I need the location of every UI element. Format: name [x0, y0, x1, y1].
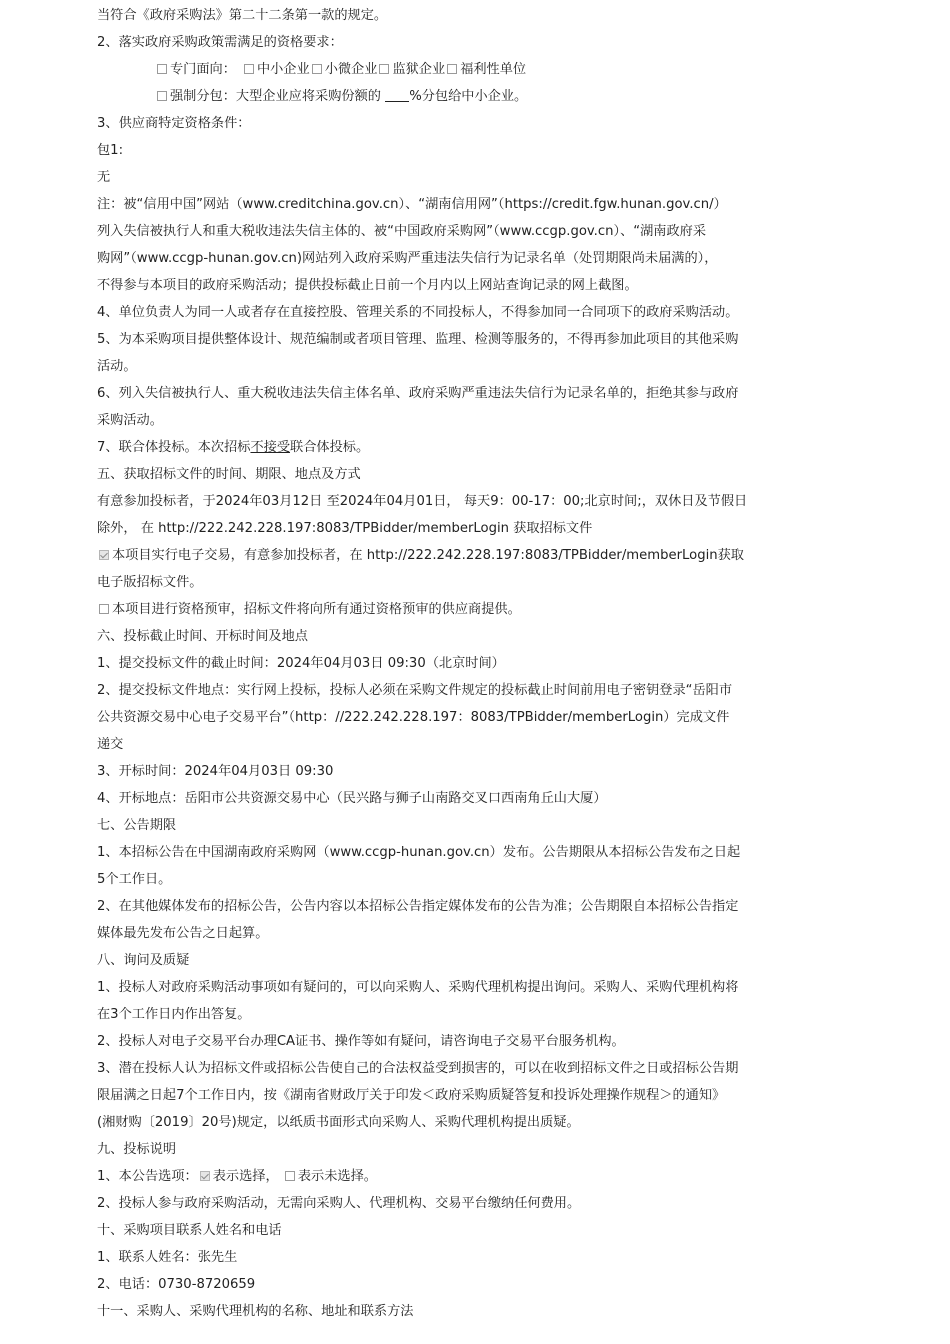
section-heading: 十、采购项目联系人姓名和电话: [97, 1223, 282, 1238]
subcontract-checkbox: [157, 91, 167, 101]
text-line: 2、落实政府采购政策需满足的资格要求：: [97, 35, 343, 50]
text-line: 5个工作日。: [97, 872, 172, 887]
section-heading: 五、获取招标文件的时间、期限、地点及方式: [97, 467, 361, 482]
text-line: 包1:: [97, 143, 124, 158]
consortium-not-accepted: 不接受: [250, 440, 291, 455]
text-line: 不得参与本项目的政府采购活动；提供投标截止日前一个月内以上网站查询记录的网上截图。: [97, 278, 638, 293]
sme-label: 中小企业: [256, 62, 310, 77]
micro-label: 小微企业: [324, 62, 378, 77]
section-heading: 七、公告期限: [97, 818, 177, 833]
text-line: 2、提交投标文件地点：实行网上投标，投标人必须在采购文件规定的投标截止时间前用电子密钥登录“岳阳市: [97, 683, 733, 698]
text-line: 采购活动。: [97, 413, 163, 428]
section-heading: 八、询问及质疑: [97, 953, 190, 968]
text-line: 1、本招标公告在中国湖南政府采购网（www.ccgp-hunan.gov.cn）发布。公告期限从本招标公告发布之日起: [97, 845, 741, 860]
text-line: 购网”（www.ccgp-hunan.gov.cn)网站列入政府采购严重违法失信行为记录名单（处罚期限尚未届满的），: [97, 251, 718, 266]
text-line: 5、为本采购项目提供整体设计、规范编制或者项目管理、监理、检测等服务的，不得再参加此项目的其他采购: [97, 332, 739, 347]
subcontract-label: 强制分包：大型企业应将采购份额的: [170, 89, 381, 104]
legend-checked-checkbox: [200, 1171, 210, 1181]
legend-unchecked-checkbox: [285, 1171, 295, 1181]
prequalification-checkbox: [99, 604, 109, 614]
text-line: 无: [97, 170, 111, 185]
dedicated-label: 专门面向：: [170, 62, 236, 77]
blank-underline: [385, 89, 409, 102]
text-line: 注：被“信用中国”网站（www.creditchina.gov.cn）、“湖南信用网”（https://credit.fgw.hunan.gov.cn/）: [97, 197, 727, 212]
electronic-trade-line: [97, 542, 767, 569]
document-body: [97, 2, 767, 1325]
prequalification-text: 本项目进行资格预审，招标文件将向所有通过资格预审的供应商提供。: [112, 602, 521, 617]
contact-phone: 2、电话：0730-8720659: [97, 1277, 256, 1292]
text-line: 限届满之日起7个工作日内，按《湖南省财政厅关于印发＜政府采购质疑答复和投诉处理操作规程＞的通知》: [97, 1088, 726, 1103]
prequalification-line: [97, 596, 767, 623]
policy-options-row: [97, 56, 767, 83]
section-heading: 六、投标截止时间、开标时间及地点: [97, 629, 308, 644]
text-line: 活动。: [97, 359, 137, 374]
consortium-prefix: 7、联合体投标。本次招标: [97, 440, 251, 455]
prison-label: 监狱企业: [392, 62, 446, 77]
text-line: 3、供应商特定资格条件：: [97, 116, 251, 131]
legend-checked-text: 表示选择，: [212, 1169, 279, 1184]
text-line: 2、投标人参与政府采购活动，无需向采购人、代理机构、交易平台缴纳任何费用。: [97, 1196, 581, 1211]
section-heading: 九、投标说明: [97, 1142, 177, 1157]
legend-prefix: 1、本公告选项：: [97, 1169, 198, 1184]
text-line: 电子版招标文件。: [97, 575, 203, 590]
text-line: 3、开标时间：2024年04月03日 09:30: [97, 764, 334, 779]
text-line: 公共资源交易中心电子交易平台”（http：//222.242.228.197：8083/TPBidder/memberLogin）完成文件: [97, 710, 730, 725]
section-heading: 十一、采购人、采购代理机构的名称、地址和联系方法: [97, 1304, 414, 1319]
text-line: 4、单位负责人为同一人或者存在直接控股、管理关系的不同投标人，不得参加同一合同项下的政府采购活动。: [97, 305, 739, 320]
text-line: 1、投标人对政府采购活动事项如有疑问的，可以向采购人、采购代理机构提出询问。采购人、采购代理机构将: [97, 980, 739, 995]
legend-unchecked-text: 表示未选择。: [297, 1169, 377, 1184]
subcontract-suffix: %分包给中小企业。: [409, 89, 528, 104]
text-line: 2、在其他媒体发布的招标公告，公告内容以本招标公告指定媒体发布的公告为准；公告期限自本招标公告指定: [97, 899, 739, 914]
text-line: 除外， 在 http://222.242.228.197:8083/TPBidder/memberLogin 获取招标文件: [97, 521, 593, 536]
consortium-line: [97, 434, 767, 461]
text-line: 1、提交投标文件的截止时间：2024年04月03日 09:30（北京时间）: [97, 656, 505, 671]
subcontract-row: [97, 83, 767, 110]
text-line: 在3个工作日内作出答复。: [97, 1007, 251, 1022]
welfare-checkbox: [447, 64, 457, 74]
text-line: 当符合《政府采购法》第二十二条第一款的规定。: [97, 8, 388, 23]
micro-checkbox: [312, 64, 322, 74]
text-line: 媒体最先发布公告之日起算。: [97, 926, 269, 941]
text-line: (湘财购〔2019〕20号)规定，以纸质书面形式向采购人、采购代理机构提出质疑。: [97, 1115, 580, 1130]
text-line: 6、列入失信被执行人、重大税收违法失信主体名单、政府采购严重违法失信行为记录名单的，拒绝其参与政府: [97, 386, 739, 401]
text-line: 3、潜在投标人认为招标文件或招标公告使自己的合法权益受到损害的，可以在收到招标文件之日或招标公告期: [97, 1061, 739, 1076]
prison-checkbox: [379, 64, 389, 74]
consortium-suffix: 联合体投标。: [290, 440, 370, 455]
sme-checkbox: [244, 64, 254, 74]
legend-line: [97, 1163, 767, 1190]
electronic-checkbox: [99, 550, 109, 560]
text-line: 递交: [97, 737, 124, 752]
text-line: 列入失信被执行人和重大税收违法失信主体的、被“中国政府采购网”（www.ccgp.gov.cn）、“湖南政府采: [97, 224, 707, 239]
dedicated-checkbox: [157, 64, 167, 74]
welfare-label: 福利性单位: [460, 62, 527, 77]
contact-name: 1、联系人姓名：张先生: [97, 1250, 238, 1265]
text-line: 2、投标人对电子交易平台办理CA证书、操作等如有疑问，请咨询电子交易平台服务机构。: [97, 1034, 625, 1049]
text-line: 4、开标地点：岳阳市公共资源交易中心（民兴路与狮子山南路交叉口西南角丘山大厦）: [97, 791, 607, 806]
electronic-trade-text: 本项目实行电子交易，有意参加投标者，在 http://222.242.228.197:8083/TPBidder/memberLogin获取: [112, 548, 744, 563]
text-line: 有意参加投标者，于2024年03月12日 至2024年04月01日， 每天9：00-17：00;北京时间;，双休日及节假日: [97, 494, 748, 509]
